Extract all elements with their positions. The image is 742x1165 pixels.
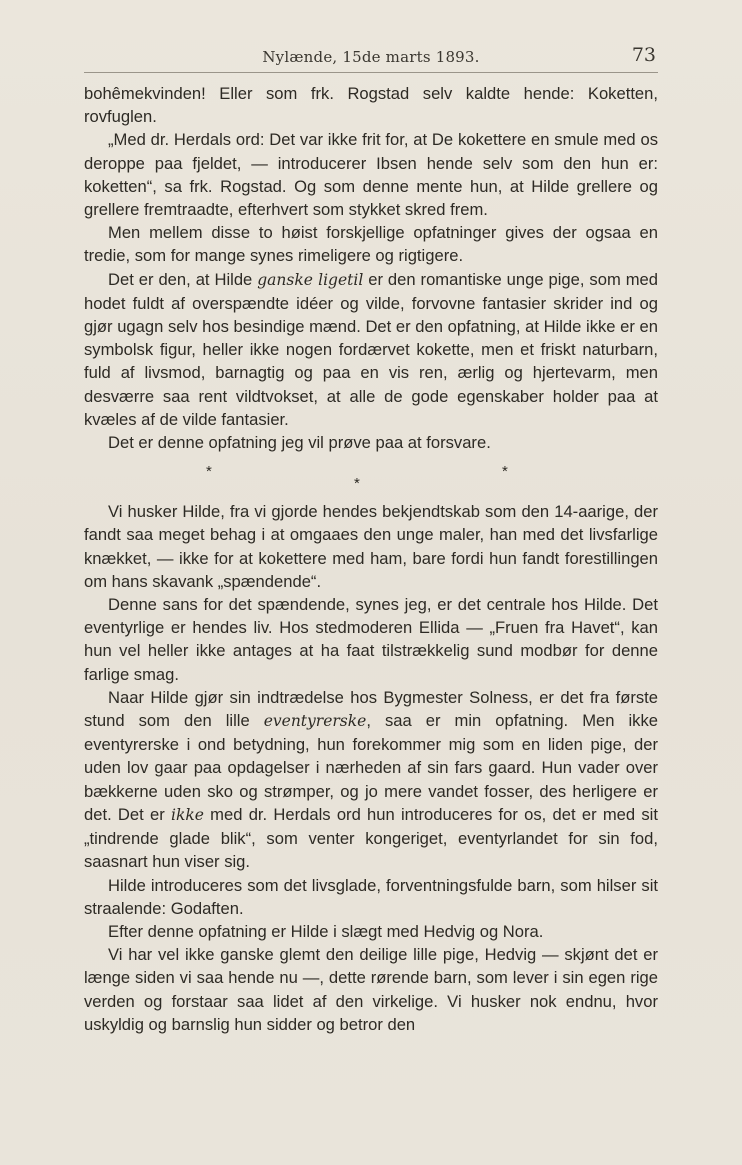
article-body [84, 82, 658, 1036]
paragraph [84, 431, 658, 454]
header-title: Nylænde, 15de marts 1893. [262, 48, 480, 66]
paragraph-text: Hilde introduceres som det livsglade, forventningsfulde barn, som hilser sit straalende: Godaften. [84, 875, 658, 918]
paragraph-text: Men mellem disse to høist forskjellige opfatninger gives der ogsaa en tredie, som for mange synes rimeligere og rigtigere. [84, 223, 658, 266]
emphasized-text: ikke [171, 805, 204, 824]
paragraph [84, 920, 658, 943]
paragraph-text: Naar Hilde gjør sin indtrædelse hos Bygmester Solness, er det fra første stund som den lille [84, 687, 658, 731]
paragraph [84, 943, 658, 1036]
paragraph-text: er den romantiske unge pige, som med hodet fuldt af overspændte idéer og vilde, forvovne fantasier skrider ind og gjør ugagn selv hos besindige mænd. Det er den opfatning, at Hilde ikke er en symbolsk figur, heller ikke nogen fordærvet kokette, men et friskt naturbarn, fuld af livsmod, barnagtig og paa en vis ren, ærlig og hjertevarm, men desværre saa rent vildtvokset, at alle de gode egenskaber holder paa at kvæles af de vilde fantasier. [84, 269, 658, 429]
emphasized-text: ganske ligetil [257, 270, 364, 289]
emphasized-text: eventyrerske [263, 712, 367, 731]
divider-star: * [206, 463, 212, 481]
section-divider-stars [84, 454, 658, 500]
page-number: 73 [631, 44, 656, 66]
divider-star: * [354, 475, 360, 493]
paragraph-text: Vi har vel ikke ganske glemt den deilige lille pige, Hedvig — skjønt det er længe siden vi saa hende nu —, dette rørende barn, som lever i sin egen rige verden og forstaar saa lidet af den virkelige. Vi husker nok endnu, hvor uskyldig og barnslig hun sidder og betror den [84, 945, 658, 1034]
paragraph-text: Vi husker Hilde, fra vi gjorde hendes bekjendtskab som den 14-aarige, der fandt saa meget behag i at omgaaes den unge maler, han med det livsfarlige knækket, — ikke for at kokettere med ham, bare fordi hun fandt forestillingen om hans skavank „spændende“. [84, 502, 658, 591]
paragraph [84, 82, 658, 128]
paragraph [84, 686, 658, 874]
paragraph [84, 593, 658, 686]
paragraph [84, 500, 658, 593]
running-header [84, 44, 658, 74]
paragraph-text: med dr. Herdals ord hun introduceres for os, det er med sit „tindrende glade blik“, som venter kongeriget, eventyrlandet for sin fod, saasnart hun viser sig. [84, 804, 658, 872]
paragraph [84, 268, 658, 431]
paragraph-text: Denne sans for det spændende, synes jeg, er det centrale hos Hilde. Det eventyrlige er hendes liv. Hos stedmoderen Ellida — „Fruen fra Havet“, kan hun vel heller ikke antages at ha faat tilstrækkelig sund modbør for denne farlige smag. [84, 595, 658, 684]
header-rule [84, 72, 658, 73]
divider-star: * [502, 463, 508, 481]
paragraph-text: Det er den, at Hilde [108, 269, 258, 289]
paragraph-text: Det er denne opfatning jeg vil prøve paa at forsvare. [108, 433, 491, 453]
paragraph-text: , saa er min opfatning. Men ikke eventyrerske i ond betydning, hun forekommer mig som en liden pige, der uden lov gaar paa opdagelser i nærheden af sin fars gaard. Hun vader over bækkerne uden sko og strømper, og jo mere vandet fosser, des herligere er det. Det er [84, 711, 659, 824]
paragraph [84, 221, 658, 267]
paragraph [84, 874, 658, 920]
paragraph-text: Efter denne opfatning er Hilde i slægt med Hedvig og Nora. [108, 921, 544, 941]
paragraph-text: „Med dr. Herdals ord: Det var ikke frit for, at De kokettere en smule med os deroppe paa fjeldet, — introducerer Ibsen hende selv som den hun er: koketten“, sa frk. Rogstad. Og som denne mente hun, at Hilde grellere og grellere fremtraadte, efterhvert som stykket skred frem. [84, 130, 658, 220]
paragraph [84, 128, 658, 221]
paragraph-text: bohêmekvinden! Eller som frk. Rogstad selv kaldte hende: Koketten, rovfuglen. [84, 84, 658, 127]
